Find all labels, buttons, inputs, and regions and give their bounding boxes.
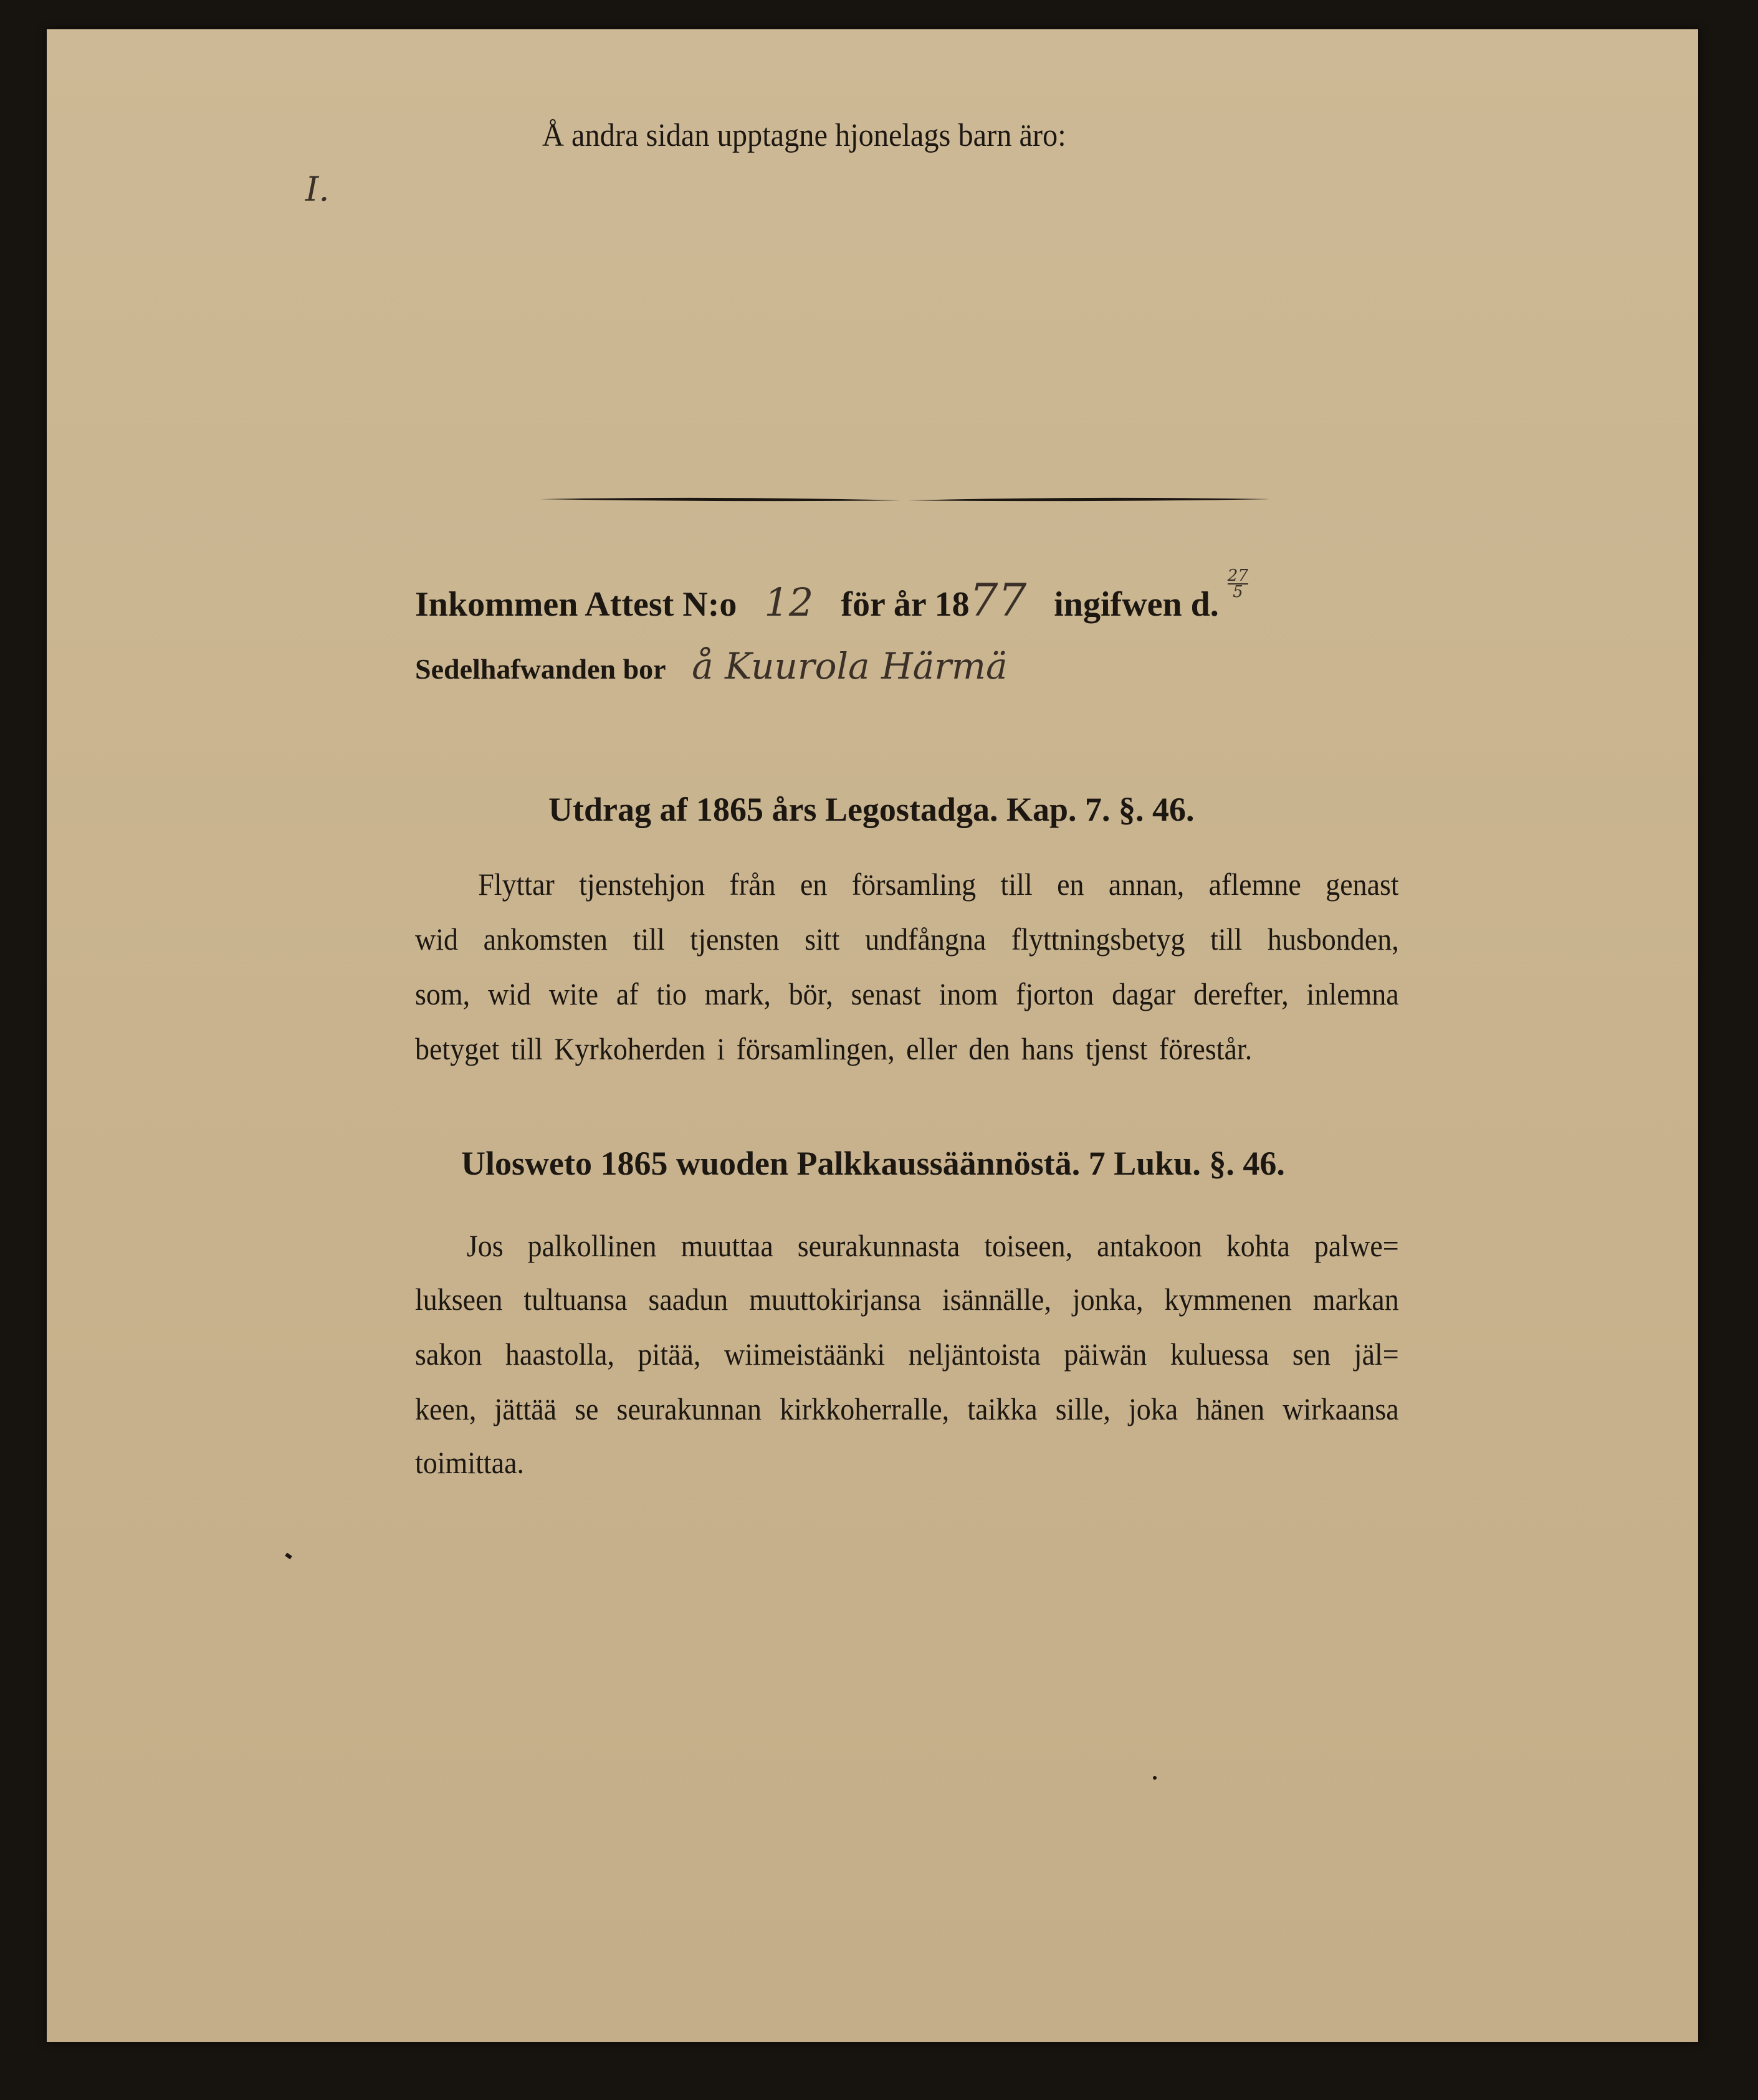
date-day: 27 [1227,566,1248,585]
year-suffix: 77 [969,574,1027,626]
submitted-label: ingifwen d. [1054,585,1219,624]
attest-line [415,568,1248,626]
finnish-heading: Ulosweto 1865 wuoden Palkkaussäännöstä. 7 Luku. §. 46. [461,1145,1285,1182]
finnish-line: Jos palkollinen muuttaa seurakunnasta toiseen, antakoon kohta palwe= [466,1228,1399,1263]
swedish-line: betyget till Kyrkoherden i församlingen, eller den hans tjenst förestår. [415,1031,1253,1066]
attest-prefix: Inkommen Attest N:o [415,585,737,624]
date-month: 5 [1233,583,1243,601]
residence-label: Sedelhafwanden bor [415,653,666,685]
margin-mark: I. [305,169,330,209]
attest-number: 12 [764,580,814,625]
finnish-line: sakon haastolla, pitää, wiimeistäänki neljäntoista päiwän kuluessa sen jäl= [415,1337,1399,1372]
header-line: Å andra sidan upptagne hjonelags barn äro: [542,118,1066,153]
swedish-heading: Utdrag af 1865 års Legostadga. Kap. 7. §. 46. [548,791,1195,828]
residence-value: å Kuurola Härmä [692,645,1008,687]
swedish-line: wid ankomsten till tjensten sitt undfångna flyttningsbetyg till husbonden, [415,922,1399,957]
finnish-line: toimittaa. [415,1445,525,1480]
swedish-line: Flyttar tjenstehjon från en församling till en annan, aflemne genast [478,867,1399,902]
ink-speck [1153,1776,1157,1780]
finnish-line: lukseen tultuansa saadun muuttokirjansa isännälle, jonka, kymmenen markan [415,1282,1399,1317]
finnish-line: keen, jättää se seurakunnan kirkkoherralle, taikka sille, joka hänen wirkaansa [415,1391,1399,1426]
residence-line [415,645,1008,687]
swedish-line: som, wid wite af tio mark, bör, senast inom fjorton dagar derefter, inlemna [415,976,1399,1011]
year-label: för år 18 [841,585,970,624]
submitted-date [1228,568,1248,599]
divider-ornament [540,496,1269,502]
